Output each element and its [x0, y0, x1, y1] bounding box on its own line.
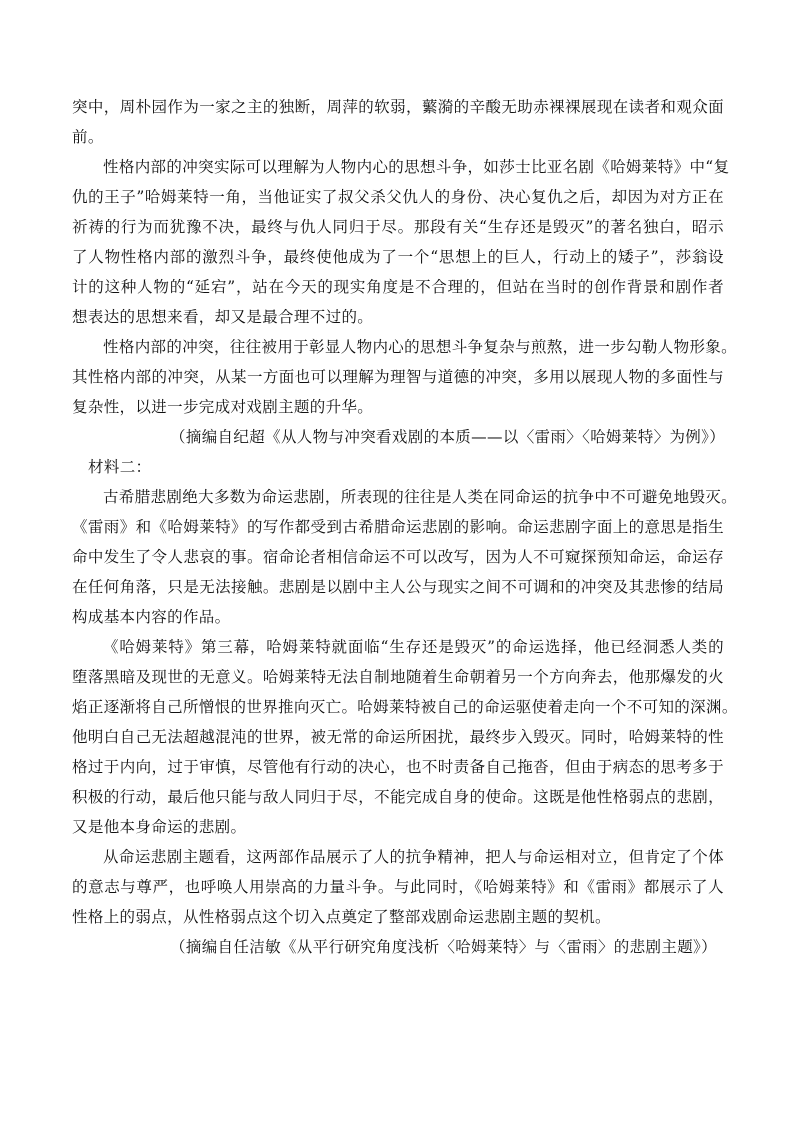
paragraph-line: 格过于内向，过于审慎，尽管他有行动的决心，也不时责备自己拖沓，但由于病态的思考多于	[72, 758, 724, 776]
paragraph-line: 构成基本内容的作品。	[72, 608, 231, 626]
paragraph-line: 复杂性，以进一步完成对戏剧主题的升华。	[72, 398, 374, 416]
paragraph-line: 性格内部的冲突，往往被用于彰显人物内心的思想斗争复杂与煎熬，进一步勾勒人物形象。	[103, 338, 738, 356]
paragraph-line: 前。	[72, 128, 104, 146]
paragraph-line: 想表达的思想来看，却又是最合理不过的。	[72, 308, 374, 326]
paragraph-line: 性格上的弱点，从性格弱点这个切入点奠定了整部戏剧命运悲剧主题的契机。	[72, 908, 611, 926]
document-page	[72, 92, 738, 962]
paragraph-line: 积极的行动，最后他只能与敌人同归于尽，不能完成自身的使命。这既是他性格弱点的悲剧，	[72, 788, 724, 806]
paragraph-line: 又是他本身命运的悲剧。	[72, 818, 247, 836]
paragraph-line: 《雷雨》和《哈姆莱特》的写作都受到古希腊命运悲剧的影响。命运悲剧字面上的意思是指生	[72, 518, 724, 536]
paragraph-line: 性格内部的冲突实际可以理解为人物内心的思想斗争，如莎士比亚名剧《哈姆莱特》中“复	[103, 158, 730, 176]
paragraph-line: 在任何角落，只是无法接触。悲剧是以剧中主人公与现实之间不可调和的冲突及其悲惨的结局	[72, 578, 724, 596]
paragraph-line: 从命运悲剧主题看，这两部作品展示了人的抗争精神，把人与命运相对立，但肯定了个体	[103, 848, 724, 866]
paragraph-line: 了人物性格内部的激烈斗争，最终使他成为了一个“思想上的巨人，行动上的矮子”，莎翁设	[72, 248, 724, 266]
paragraph-line: 突中，周朴园作为一家之主的独断，周萍的软弱，蘩漪的辛酸无助赤裸裸展现在读者和观众面	[72, 98, 724, 116]
paragraph-line: 仇的王子”哈姆莱特一角，当他证实了叔父杀父仇人的身份、决心复仇之后，却因为对方正在	[72, 188, 724, 206]
source-citation: （摘编自纪超《从人物与冲突看戏剧的本质——以〈雷雨〉〈哈姆莱特〉为例》）	[170, 428, 726, 446]
paragraph-line: 古希腊悲剧绝大多数为命运悲剧，所表现的往往是人类在同命运的抗争中不可避免地毁灭。	[103, 488, 738, 506]
paragraph-line: 焰正逐渐将自己所憎恨的世界推向灭亡。哈姆莱特被自己的命运驱使着走向一个不可知的深渊。	[72, 698, 738, 716]
section-heading: 材料二：	[88, 458, 152, 476]
paragraph-line: 其性格内部的冲突，从某一方面也可以理解为理智与道德的冲突，多用以展现人物的多面性与	[72, 368, 724, 386]
paragraph-line: 他明白自己无法超越混沌的世界，被无常的命运所困扰，最终步入毁灭。同时，哈姆莱特的性	[72, 728, 724, 746]
source-citation: （摘编自任洁敏《从平行研究角度浅析〈哈姆莱特〉与〈雷雨〉的悲剧主题》）	[170, 938, 718, 956]
paragraph-line: 堕落黑暗及现世的无意义。哈姆莱特无法自制地随着生命朝着另一个方向奔去，他那爆发的火	[72, 668, 724, 686]
paragraph-line: 《哈姆莱特》第三幕，哈姆莱特就面临“生存还是毁灭”的命运选择，他已经洞悉人类的	[103, 638, 724, 656]
paragraph-line: 计的这种人物的“延宕”，站在今天的现实角度是不合理的，但站在当时的创作背景和剧作者	[72, 278, 724, 296]
paragraph-line: 的意志与尊严，也呼唤人用崇高的力量斗争。与此同时，《哈姆莱特》和《雷雨》都展示了人	[72, 878, 724, 896]
paragraph-line: 祈祷的行为而犹豫不决，最终与仇人同归于尽。那段有关“生存还是毁灭”的著名独白，昭示	[72, 218, 724, 236]
paragraph-line: 命中发生了令人悲哀的事。宿命论者相信命运不可以改写，因为人不可窥探预知命运，命运存	[72, 548, 724, 566]
